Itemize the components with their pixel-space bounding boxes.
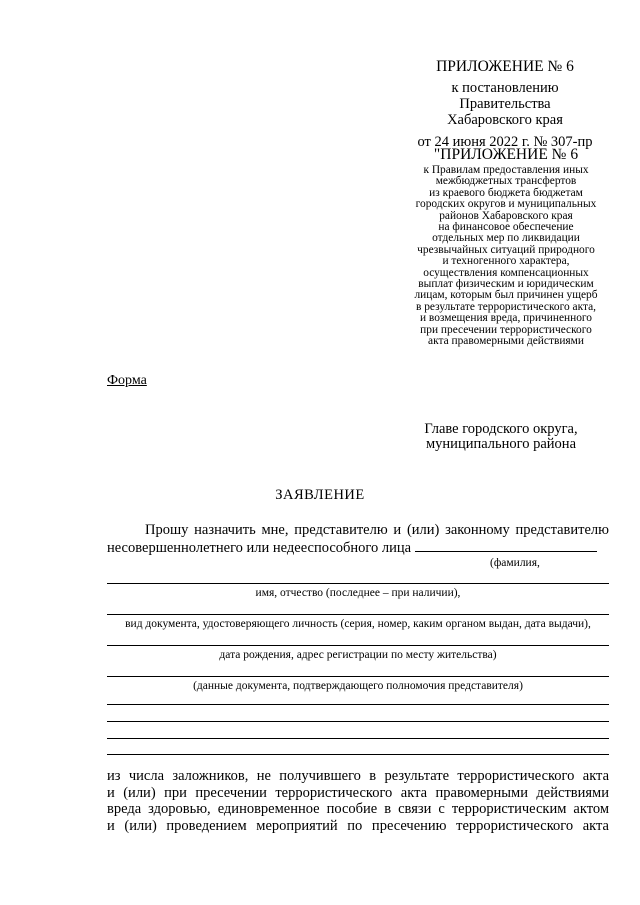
inner-appendix-title: "ПРИЛОЖЕНИЕ № 6 bbox=[433, 146, 579, 163]
field-line-representative[interactable] bbox=[107, 676, 609, 677]
inner-appendix-line: при пресечении террористического bbox=[420, 323, 592, 336]
inner-appendix-line: районов Хабаровского края bbox=[439, 209, 573, 222]
appendix-date: от 24 июня 2022 г. № 307-пр bbox=[417, 134, 593, 150]
addressee-line: муниципального района bbox=[426, 436, 576, 452]
document-title: ЗАЯВЛЕНИЕ bbox=[275, 487, 365, 503]
blank-line[interactable] bbox=[107, 704, 609, 705]
inner-appendix-line: межбюджетных трансфертов bbox=[435, 175, 577, 188]
intro-line-2-text: несовершеннолетнего или недееспособного лица bbox=[107, 540, 412, 556]
field-line-birth[interactable] bbox=[107, 645, 609, 646]
form-label: Форма bbox=[107, 373, 147, 388]
field-line-id-document[interactable] bbox=[107, 614, 609, 615]
appendix-body: Правительства bbox=[459, 96, 551, 112]
inner-appendix-line: выплат физическим и юридическим bbox=[418, 278, 594, 291]
inner-appendix-line: в результате террористического акта, bbox=[416, 300, 596, 313]
addressee bbox=[395, 422, 607, 452]
closing-paragraph bbox=[107, 768, 609, 834]
closing-line: из числа заложников, не получившего в результате террористического акта bbox=[107, 768, 609, 784]
inner-appendix-line: к Правилам предоставления иных bbox=[423, 164, 589, 176]
appendix-to: к постановлению bbox=[451, 80, 559, 96]
appendix-region: Хабаровского края bbox=[447, 112, 563, 128]
inner-appendix-line: из краевого бюджета бюджетам bbox=[429, 186, 583, 199]
closing-line: и (или) при пресечении террористического акта правомерными действиями bbox=[107, 784, 609, 801]
blank-line[interactable] bbox=[107, 754, 609, 755]
caption-surname: (фамилия, bbox=[490, 557, 540, 569]
intro-line-1: Прошу назначить мне, представителю и (или) законному представителю bbox=[145, 522, 609, 538]
inner-appendix-line: и возмещения вреда, причиненного bbox=[419, 312, 592, 325]
caption-representative: (данные документа, подтверждающего полномочия представителя) bbox=[193, 680, 523, 692]
caption-name: имя, отчество (последнее – при наличии), bbox=[255, 587, 461, 599]
blank-line[interactable] bbox=[107, 721, 609, 722]
inner-appendix-line: акта правомерными действиями bbox=[428, 335, 584, 348]
closing-line: и (или) проведением мероприятий по пресечению террористического акта bbox=[107, 817, 609, 834]
surname-field[interactable] bbox=[415, 539, 597, 552]
inner-appendix-line: лицам, которым был причинен ущерб bbox=[414, 289, 598, 302]
inner-appendix-line: городских округов и муниципальных bbox=[415, 198, 597, 211]
caption-birth: дата рождения, адрес регистрации по месту жительства) bbox=[219, 649, 497, 661]
intro-line-2 bbox=[107, 539, 609, 557]
inner-appendix-line: на финансовое обеспечение bbox=[438, 221, 574, 234]
inner-appendix-line: и техногенного характера, bbox=[442, 255, 570, 268]
inner-appendix-line: отдельных мер по ликвидации bbox=[432, 232, 580, 245]
blank-line[interactable] bbox=[107, 738, 609, 739]
appendix-title: ПРИЛОЖЕНИЕ № 6 bbox=[436, 58, 574, 75]
inner-appendix bbox=[390, 147, 622, 348]
addressee-line: Главе городского округа, bbox=[424, 421, 578, 437]
caption-id-document: вид документа, удостоверяющего личность (серия, номер, каким органом выдан, дата выдачи), bbox=[125, 618, 591, 630]
closing-line: вреда здоровью, единовременное пособие в связи с террористическим актом bbox=[107, 801, 609, 817]
field-line-name[interactable] bbox=[107, 583, 609, 584]
appendix-header bbox=[400, 58, 610, 150]
inner-appendix-line: чрезвычайных ситуаций природного bbox=[417, 243, 595, 256]
inner-appendix-line: осуществления компенсационных bbox=[423, 266, 589, 279]
